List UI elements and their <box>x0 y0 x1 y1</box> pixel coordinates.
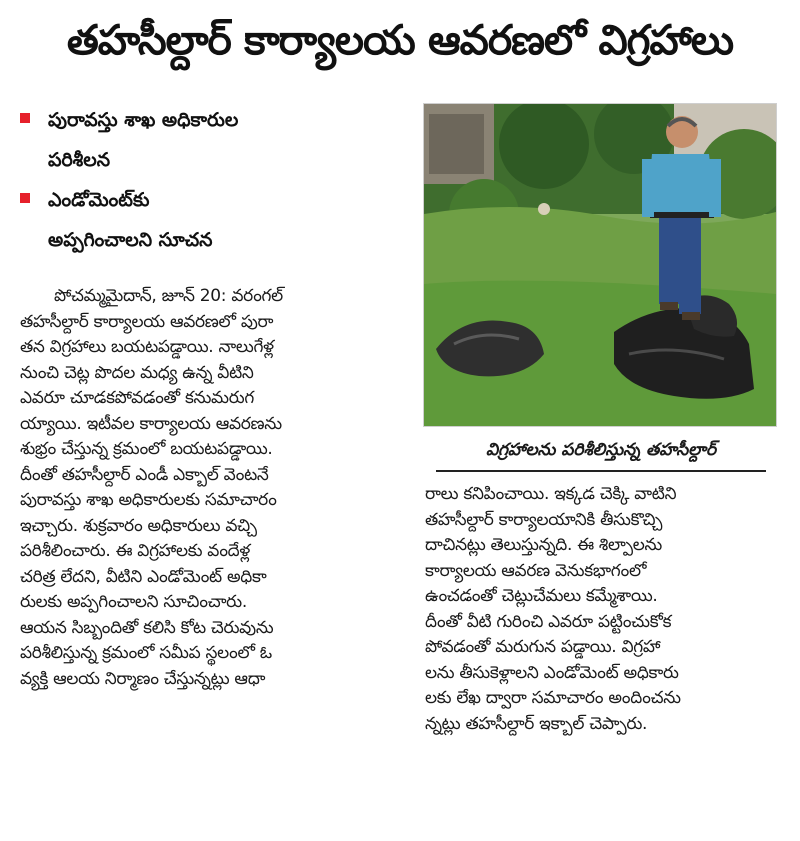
photo-caption: విగ్రహాలను పరిశీలిస్తున్న తహసీల్దార్ <box>436 434 766 472</box>
body-line: రాలు కనిపించాయి. ఇక్కడ చెక్కి వాటిని <box>425 484 677 504</box>
body-line: ఆయన సిబ్బందితో కలిసి కోట చెరువును <box>20 617 274 638</box>
body-line: రులకు అప్పగించాలని సూచించారు. <box>20 592 247 612</box>
body-line: దాచినట్లు తెలుస్తున్నది. ఈ శిల్పాలను <box>425 535 662 555</box>
body-line: య్యాయి. ఇటీవల కార్యాలయ ఆవరణను <box>20 413 282 434</box>
body-line: చరిత్ర లేదని, వీటిని ఎండోమెంట్ అధికా <box>20 566 267 587</box>
body-line: తన విగ్రహాలు బయటపడ్డాయి. నాలుగేళ్ల <box>20 337 274 357</box>
body-line: పరిశీలించారు. ఈ విగ్రహాలకు వందేళ్ల <box>20 541 251 561</box>
body-line: కార్యాలయ ఆవరణ వెనుకభాగంలో <box>425 560 647 581</box>
body-line: ఇచ్చారు. శుక్రవారం అధికారులు వచ్చి <box>20 515 257 536</box>
subheadline-bullets <box>20 100 415 260</box>
body-line: పురావస్తు శాఖ అధికారులకు సమాచారం <box>20 490 277 510</box>
headline: తహసీల్దార్ కార్యాలయ ఆవరణలో విగ్రహాలు <box>66 16 734 64</box>
body-line: పరిశీలిస్తున్న క్రమంలో సమీప స్థలంలో ఓ <box>20 643 272 663</box>
body-line: ఎవరూ చూడకపోవడంతో కనుమరుగ <box>20 388 255 408</box>
red-square-bullet-icon <box>20 113 30 123</box>
bullet-item <box>20 100 415 180</box>
bullet-line: పురావస్తు శాఖ అధికారుల <box>48 109 239 131</box>
article-body-left-column <box>20 284 413 692</box>
article-photo <box>423 103 777 427</box>
bullet-item <box>20 180 415 260</box>
body-line: తహసీల్దార్ కార్యాలయానికి తీసుకొచ్చి <box>425 509 663 530</box>
body-line: వ్యక్తి ఆలయ నిర్మాణం చేస్తున్నట్లు ఆధా <box>20 668 266 689</box>
bullet-line: అప్పగించాలని సూచన <box>48 229 213 251</box>
body-line: ఉంచడంతో చెట్లుచేమలు కమ్మేశాయి. <box>425 586 658 606</box>
body-line: తహసీల్దార్ కార్యాలయ ఆవరణలో పురా <box>20 311 274 332</box>
body-line: లకు లేఖ ద్వారా సమాచారం అందించను <box>425 688 681 708</box>
body-line: దీంతో వీటి గురించి ఎవరూ పట్టించుకోక <box>425 611 672 632</box>
article-body-right-column <box>425 482 775 737</box>
body-line: నుంచి చెట్ల పొదల మధ్య ఉన్న వీటిని <box>20 362 254 383</box>
body-line: లను తీసుకెళ్లాలని ఎండోమెంట్ అధికారు <box>425 662 679 683</box>
body-line: న్నట్లు తహసీల్దార్ ఇక్బాల్ చెప్పారు. <box>425 713 648 734</box>
body-line: పోవడంతో మరుగున పడ్డాయి. విగ్రహా <box>425 637 661 657</box>
body-line: పోచమ్మమైదాన్, జూన్ 20: వరంగల్ <box>54 286 283 306</box>
red-square-bullet-icon <box>20 193 30 203</box>
body-line: దీంతో తహసీల్దార్ ఎండీ ఎక్బాల్ వెంటనే <box>20 464 269 485</box>
bullet-line: ఎండోమెంట్‌కు <box>48 189 150 211</box>
bullet-line: పరిశీలన <box>48 149 111 171</box>
body-line: శుభ్రం చేస్తున్న క్రమంలో బయటపడ్డాయి. <box>20 439 273 459</box>
